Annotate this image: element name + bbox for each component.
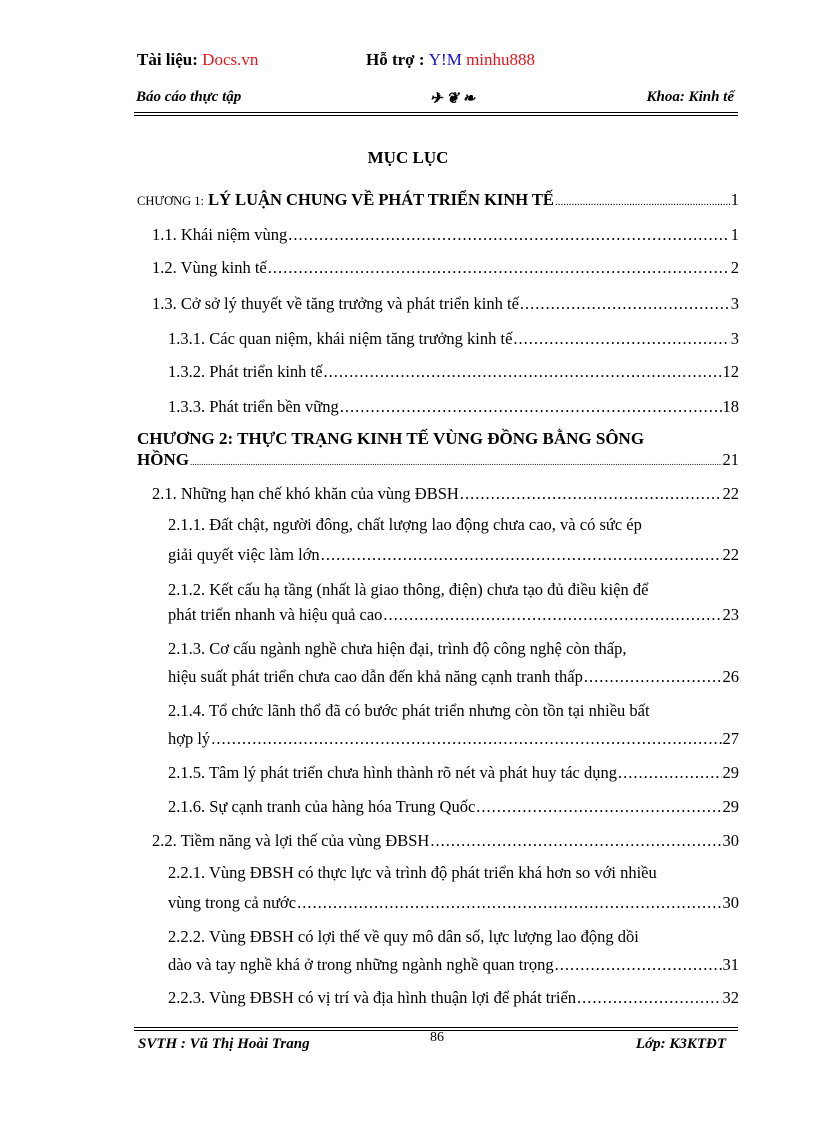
toc-section-2-1-1[interactable]: giải quyết việc làm lớn ..... 22 bbox=[168, 545, 739, 565]
toc-section-2-2-2[interactable]: dào và tay nghề khá ở trong những ngành nghề quan trọng ..... 31 bbox=[168, 955, 739, 975]
toc-section-2-1-4-line1[interactable]: 2.1.4. Tổ chức lãnh thổ đã có bước phát triển nhưng còn tồn tại nhiều bất bbox=[168, 701, 650, 720]
support-label: Hỗ trợ : bbox=[366, 50, 425, 69]
toc-section-2-1-1-line1[interactable]: 2.1.1. Đất chật, người đông, chất lượng lao động chưa cao, và có sức ép bbox=[168, 515, 642, 534]
toc-section-2-2-1-line1[interactable]: 2.2.1. Vùng ĐBSH có thực lực và trình độ phát triển khá hơn so với nhiều bbox=[168, 863, 657, 882]
header-report-title: Báo cáo thực tập bbox=[136, 89, 242, 105]
footer-class: Lớp: K3KTĐT bbox=[635, 1036, 726, 1052]
toc-section-2-1[interactable]: 2.1. Những hạn chế khó khăn của vùng ĐBSH ..... 22 bbox=[152, 484, 739, 504]
toc-section-2-1-6[interactable]: 2.1.6. Sự cạnh tranh của hàng hóa Trung Quốc ..... 29 bbox=[168, 797, 739, 817]
page-header bbox=[134, 86, 738, 110]
support-info bbox=[366, 50, 535, 70]
page-title: MỤC LỤC bbox=[367, 148, 449, 167]
toc-section-2-1-2[interactable]: phát triển nhanh và hiệu quả cao ..... 23 bbox=[168, 605, 739, 625]
toc-section-2-1-5[interactable]: 2.1.5. Tâm lý phát triển chưa hình thành rõ nét và phát huy tác dụng ..... 29 bbox=[168, 763, 739, 783]
header-ornament-icon: ✈ ❦ ❧ bbox=[430, 91, 476, 107]
page-footer bbox=[134, 1030, 738, 1058]
support-id[interactable]: minhu888 bbox=[466, 50, 536, 69]
toc-section-1-2[interactable]: 1.2. Vùng kinh tế ..... 2 bbox=[152, 258, 739, 278]
chapter-2-title-line2: HỒNG bbox=[137, 450, 189, 469]
toc-section-1-3-1[interactable]: 1.3.1. Các quan niệm, khái niệm tăng trưởng kinh tế ..... 3 bbox=[168, 329, 739, 349]
footer-page-number: 86 bbox=[430, 1030, 444, 1045]
chapter-2-title-line1[interactable]: CHƯƠNG 2: THỰC TRẠNG KINH TẾ VÙNG ĐỒNG BẰNG SÔNG bbox=[137, 429, 645, 448]
doc-site-link[interactable]: Docs.vn bbox=[202, 50, 259, 69]
toc-chapter-2[interactable]: HỒNG ..... 21 bbox=[137, 450, 739, 470]
support-ym[interactable]: Y!M bbox=[428, 50, 462, 69]
toc-section-2-2-3[interactable]: 2.2.3. Vùng ĐBSH có vị trí và địa hình thuận lợi để phát triển ..... 32 bbox=[168, 988, 739, 1008]
toc-section-2-2-2-line1[interactable]: 2.2.2. Vùng ĐBSH có lợi thế về quy mô dân số, lực lượng lao động dồi bbox=[168, 927, 639, 946]
toc-section-1-1[interactable]: 1.1. Khái niệm vùng ..... 1 bbox=[152, 225, 739, 245]
toc-section-2-1-3-line1[interactable]: 2.1.3. Cơ cấu ngành nghề chưa hiện đại, trình độ công nghệ còn thấp, bbox=[168, 639, 627, 658]
toc-section-2-1-2-line1[interactable]: 2.1.2. Kết cấu hạ tầng (nhất là giao thông, điện) chưa tạo đủ điều kiện để bbox=[168, 580, 649, 599]
toc-section-2-2-1[interactable]: vùng trong cả nước ..... 30 bbox=[168, 893, 739, 913]
chapter-1-title: LÝ LUẬN CHUNG VỀ PHÁT TRIỂN KINH TẾ bbox=[208, 190, 554, 209]
chapter-1-prefix: CHƯƠNG 1: bbox=[137, 194, 204, 208]
doc-source bbox=[137, 50, 258, 70]
footer-student: SVTH : Vũ Thị Hoài Trang bbox=[138, 1036, 310, 1052]
header-faculty: Khoa: Kinh tế bbox=[646, 89, 734, 105]
toc-section-1-3-2[interactable]: 1.3.2. Phát triển kinh tế ..... 12 bbox=[168, 362, 739, 382]
toc-section-1-3[interactable]: 1.3. Cở sở lý thuyết về tăng trưởng và phát triển kinh tế ..... 3 bbox=[152, 294, 739, 314]
toc-section-2-1-3[interactable]: hiệu suất phát triển chưa cao dẫn đến khả năng cạnh tranh thấp ..... 26 bbox=[168, 667, 739, 687]
toc-section-1-3-3[interactable]: 1.3.3. Phát triển bền vững ..... 18 bbox=[168, 397, 739, 417]
header-divider bbox=[134, 112, 738, 116]
leader-dots bbox=[555, 196, 730, 208]
toc-section-2-2[interactable]: 2.2. Tiềm năng và lợi thế của vùng ĐBSH ..... 30 bbox=[152, 831, 739, 851]
top-bar bbox=[0, 50, 816, 72]
toc-section-2-1-4[interactable]: hợp lý ..... 27 bbox=[168, 729, 739, 749]
toc-page-number: 1 bbox=[730, 190, 739, 209]
toc-chapter-1[interactable] bbox=[137, 190, 739, 210]
doc-label: Tài liệu: bbox=[137, 50, 198, 69]
